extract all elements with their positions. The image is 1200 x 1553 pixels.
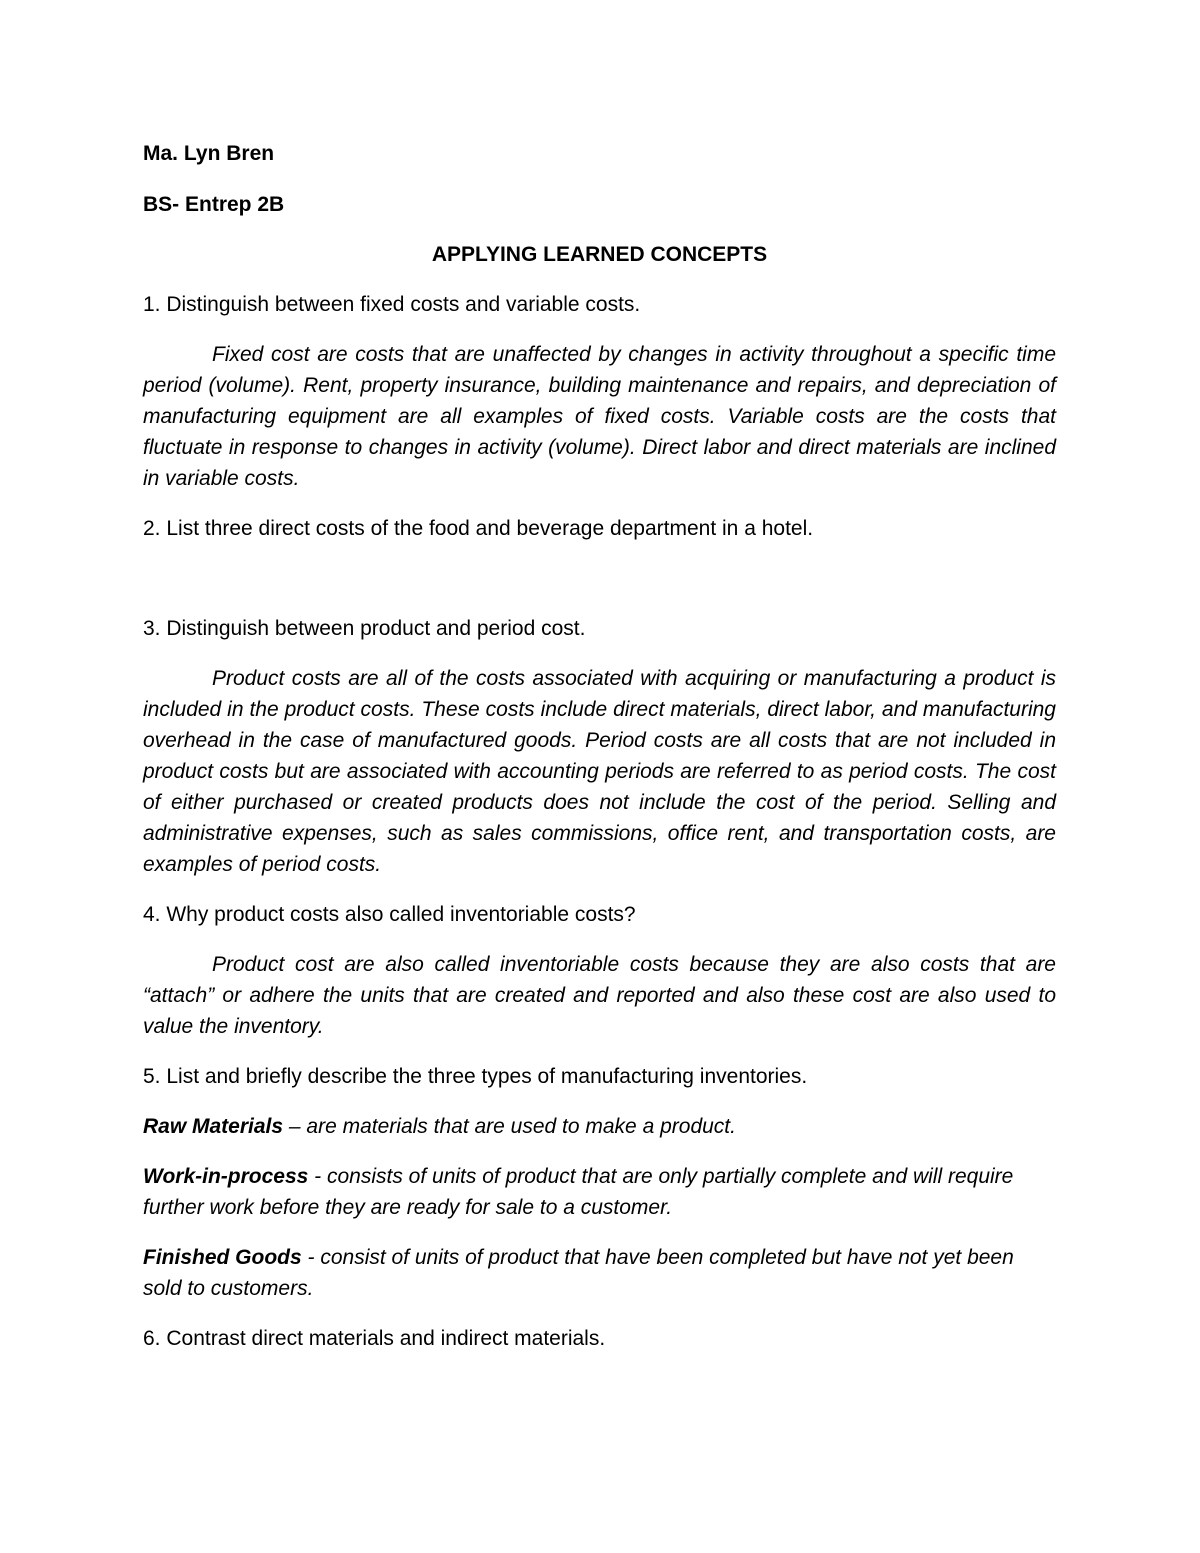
document-page xyxy=(143,138,1056,1373)
answer-3: Product costs are all of the costs associated with acquiring or manufacturing a product is included in the product costs. These costs include direct materials, direct labor, and manufacturing overhead in the case of manufactured goods. Period costs are all costs that are not included in product costs but are associated with accounting periods are referred to as period costs. The cost of either purchased or created products does not include the cost of the period. Selling and administrative expenses, such as sales commissions, office rent, and transportation costs, are examples of period costs. xyxy=(143,667,1056,876)
inventory-type-finished-goods xyxy=(143,1242,1056,1304)
question-6: 6. Contrast direct materials and indirect materials. xyxy=(143,1327,606,1350)
question-3: 3. Distinguish between product and period cost. xyxy=(143,617,586,640)
inventory-type-work-in-process xyxy=(143,1161,1056,1223)
term-description: - consist of units of product that have been completed but have not yet been sold to customers. xyxy=(143,1246,1014,1300)
inventory-type-raw-materials xyxy=(143,1111,1056,1142)
author-name: Ma. Lyn Bren xyxy=(143,142,275,165)
document-title: APPLYING LEARNED CONCEPTS xyxy=(431,243,768,266)
term-label: Finished Goods xyxy=(143,1246,302,1269)
term-label: Raw Materials xyxy=(143,1115,284,1138)
question-1: 1. Distinguish between fixed costs and variable costs. xyxy=(143,293,641,316)
blank-answer-space xyxy=(143,563,1056,613)
question-4: 4. Why product costs also called inventoriable costs? xyxy=(143,903,636,926)
term-description: – are materials that are used to make a product. xyxy=(283,1115,736,1138)
term-description: - consists of units of product that are only partially complete and will require further work before they are ready for sale to a customer. xyxy=(143,1165,1014,1219)
term-label: Work-in-process xyxy=(143,1165,309,1188)
answer-4: Product cost are also called inventoriable costs because they are also costs that are “attach” or adhere the units that are created and reported and also these cost are also used to value the inventory. xyxy=(143,953,1056,1038)
question-5: 5. List and briefly describe the three types of manufacturing inventories. xyxy=(143,1065,808,1088)
course-section: BS- Entrep 2B xyxy=(143,193,285,216)
answer-1: Fixed cost are costs that are unaffected by changes in activity throughout a specific time period (volume). Rent, property insurance, building maintenance and repairs, and depreciation of manufacturing equipment are all examples of fixed costs. Variable costs are the costs that fluctuate in response to changes in activity (volume). Direct labor and direct materials are inclined in variable costs. xyxy=(143,343,1056,490)
question-2: 2. List three direct costs of the food and beverage department in a hotel. xyxy=(143,517,814,540)
